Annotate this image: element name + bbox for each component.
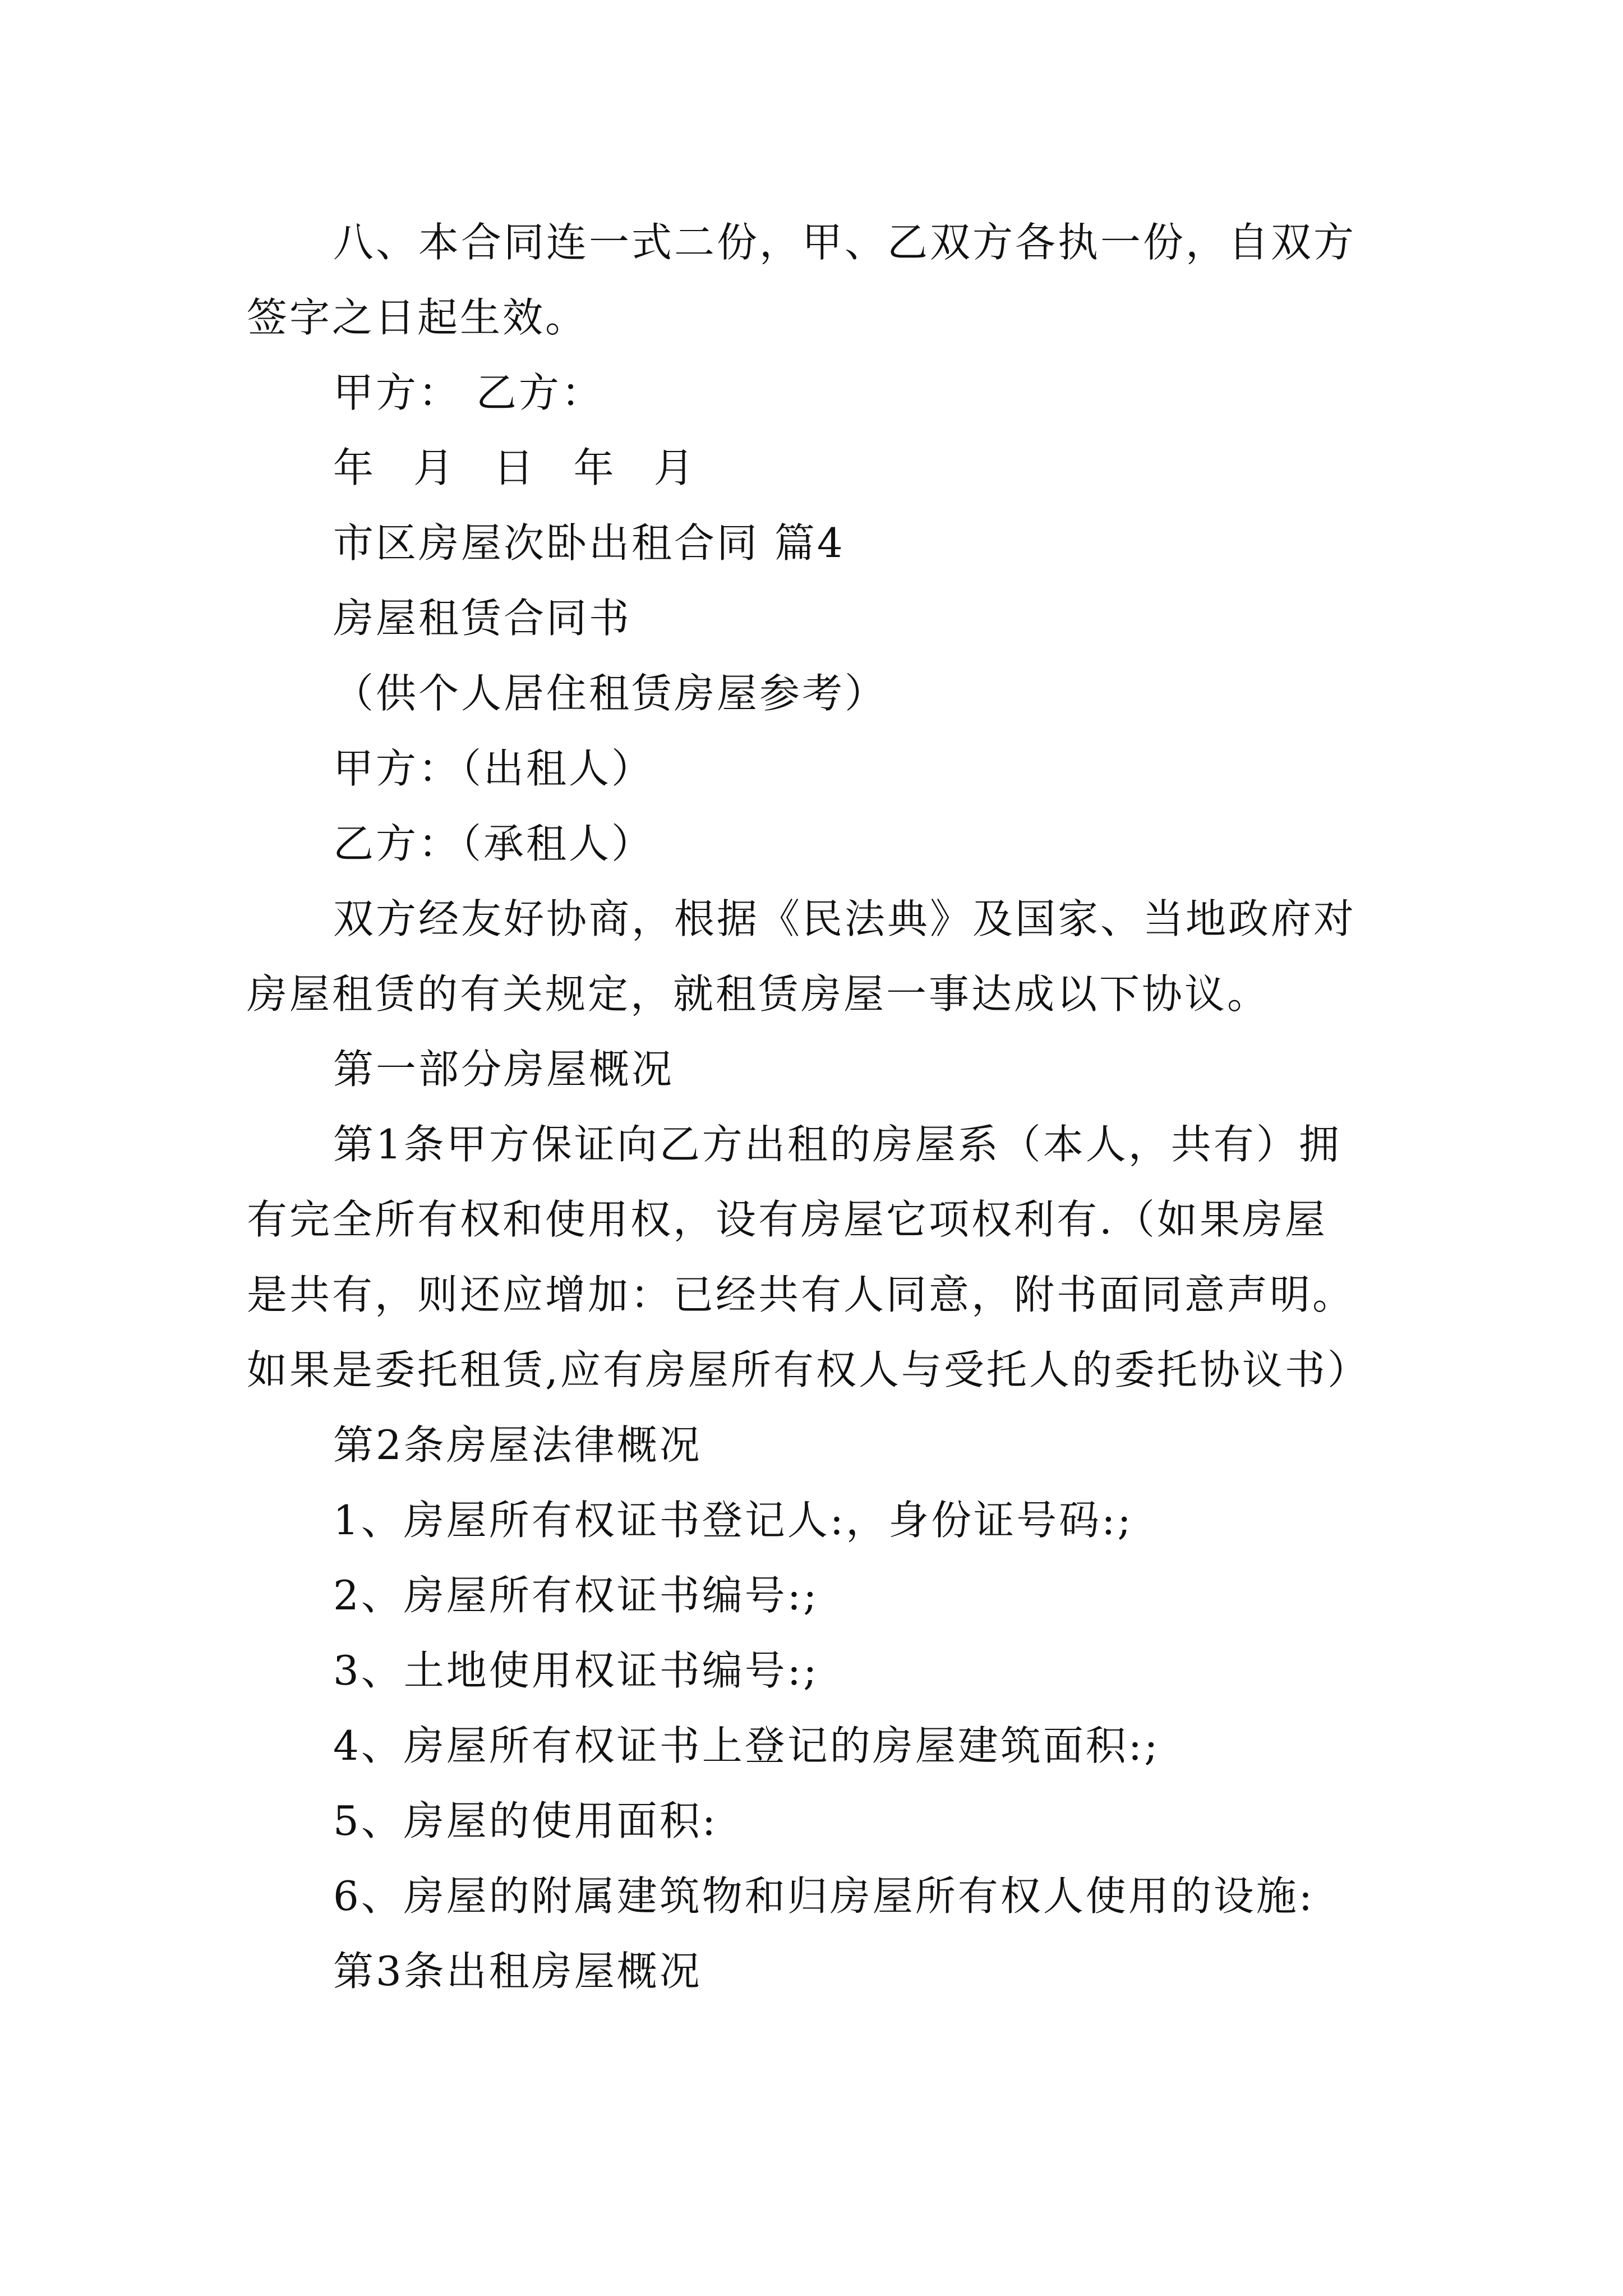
signature-date: 年 月 日 年 月 xyxy=(333,444,697,491)
article-1-line-2: 有完全所有权和使用权，设有房屋它项权利有.（如果房屋 xyxy=(247,1196,1327,1243)
paragraph-clause-8-line-1: 八、本合同连一式二份，甲、乙双方各执一份，自双方 xyxy=(333,219,1357,266)
party-a-label: 甲方：（出租人） xyxy=(333,745,654,792)
preamble-line-1: 双方经友好协商，根据《民法典》及国家、当地政府对 xyxy=(333,895,1357,942)
contract-subtitle: （供个人居住租赁房屋参考） xyxy=(333,670,888,717)
contract-title: 房屋租赁合同书 xyxy=(333,595,632,642)
list-item: 4、房屋所有权证书上登记的房屋建筑面积:; xyxy=(333,1722,1160,1769)
party-b-label: 乙方：（承租人） xyxy=(333,820,654,867)
article-1-line-1: 第1条甲方保证向乙方出租的房屋系（本人，共有）拥 xyxy=(333,1121,1341,1168)
part-one-heading: 第一部分房屋概况 xyxy=(333,1046,675,1093)
preamble-line-2: 房屋租赁的有关规定，就租赁房屋一事达成以下协议。 xyxy=(247,970,1270,1018)
list-item: 6、房屋的附属建筑物和归房屋所有权人使用的设施: xyxy=(333,1872,1315,1920)
paragraph-clause-8-line-2: 签字之日起生效。 xyxy=(247,294,588,341)
list-item: 5、房屋的使用面积: xyxy=(333,1797,718,1844)
list-item: 1、房屋所有权证书登记人:，身份证号码:; xyxy=(333,1497,1133,1544)
list-item: 3、土地使用权证书编号:; xyxy=(333,1647,819,1694)
article-1-line-3: 是共有，则还应增加：已经共有人同意，附书面同意声明。 xyxy=(247,1271,1355,1318)
article-1-line-4: 如果是委托租赁,应有房屋所有权人与受托人的委托协议书） xyxy=(247,1346,1370,1393)
signature-parties: 甲方： 乙方： xyxy=(333,369,604,416)
article-3-heading: 第3条出租房屋概况 xyxy=(333,1948,702,1995)
article-2-heading: 第2条房屋法律概况 xyxy=(333,1421,702,1469)
section-heading: 市区房屋次卧出租合同 篇4 xyxy=(333,519,845,567)
list-item: 2、房屋所有权证书编号:; xyxy=(333,1572,819,1619)
document-body xyxy=(247,205,1385,2009)
